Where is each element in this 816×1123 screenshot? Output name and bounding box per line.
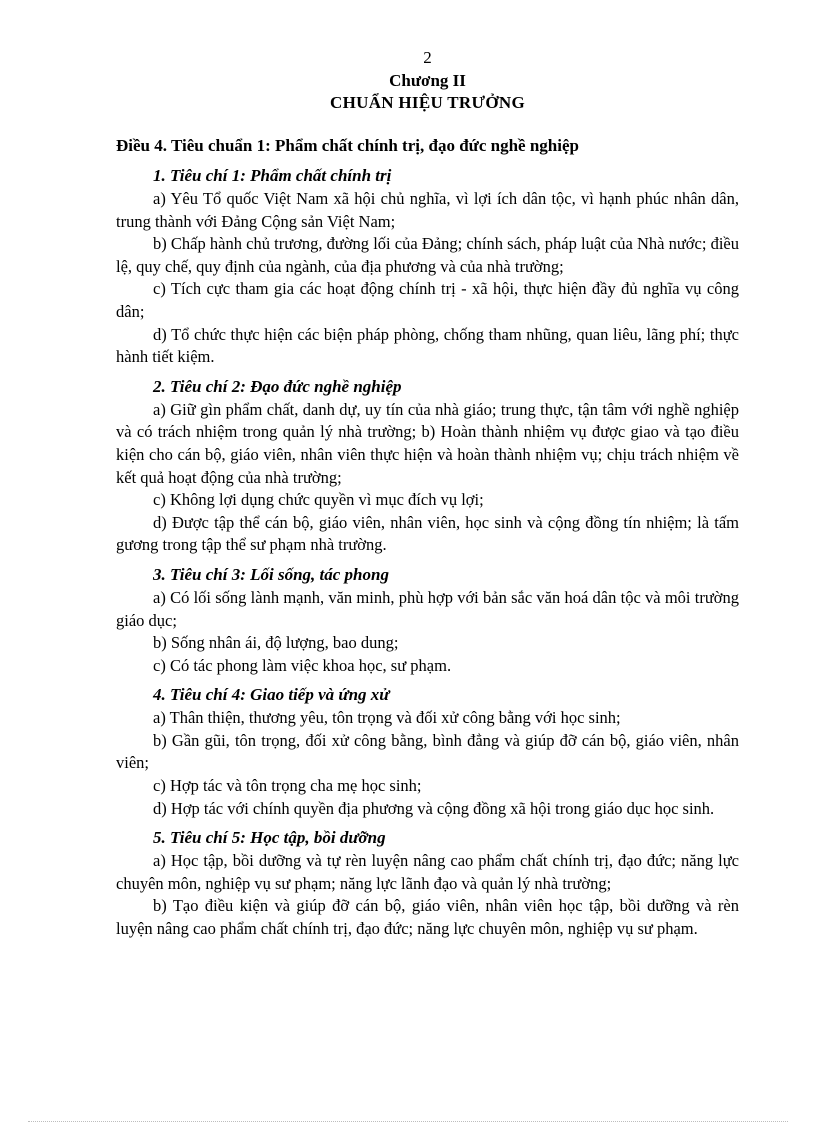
criterion-heading: 5. Tiêu chí 5: Học tập, bồi dưỡng — [153, 828, 386, 848]
criterion-item: c) Có tác phong làm việc khoa học, sư phạm. — [153, 655, 452, 675]
criterion-item: c) Hợp tác và tôn trọng cha mẹ học sinh; — [153, 776, 422, 796]
criterion-item: b) Tạo điều kiện và giúp đỡ cán bộ, giáo viên, nhân viên học tập, bồi dưỡng và rèn luyện nâng cao phẩm chất chính trị, đạo đức; năng lực chuyên môn, nghiệp vụ sư phạm. — [116, 896, 739, 939]
article-heading: Điều 4. Tiêu chuẩn 1: Phẩm chất chính trị, đạo đức nghề nghiệp — [116, 136, 579, 155]
page-number: 2 — [423, 48, 432, 67]
criterion-item: b) Sống nhân ái, độ lượng, bao dung; — [153, 633, 399, 653]
criterion-5 — [116, 826, 739, 940]
criterion-item: d) Tổ chức thực hiện các biện pháp phòng, chống tham nhũng, quan liêu, lãng phí; thực hành tiết kiệm. — [116, 324, 739, 367]
criterion-item: b) Gần gũi, tôn trọng, đối xử công bằng, bình đẳng và giúp đỡ cán bộ, giáo viên, nhân viên; — [116, 730, 739, 773]
criterion-heading: 3. Tiêu chí 3: Lối sống, tác phong — [153, 564, 389, 584]
chapter-label: Chương II — [389, 71, 466, 90]
criterion-4 — [116, 683, 739, 820]
page-bottom-divider — [28, 1121, 788, 1122]
document-page — [116, 46, 739, 941]
criterion-item: c) Tích cực tham gia các hoạt động chính trị - xã hội, thực hiện đầy đủ nghĩa vụ công dân; — [116, 279, 739, 321]
criterion-item: a) Yêu Tổ quốc Việt Nam xã hội chủ nghĩa, vì lợi ích dân tộc, vì hạnh phúc nhân dân, trung thành với Đảng Cộng sản Việt Nam; — [116, 189, 739, 231]
criterion-item: a) Giữ gìn phẩm chất, danh dự, uy tín của nhà giáo; trung thực, tận tâm với nghề nghiệp và có trách nhiệm trong quản lý nhà trường; b) Hoàn thành nhiệm vụ được giao và tạo điều kiện cho cán bộ, giáo viên, nhân viên thực hiện và hoàn thành nhiệm vụ; chịu trách nhiệm về kết quả hoạt động của nhà trường; — [116, 399, 739, 487]
criterion-item: d) Hợp tác với chính quyền địa phương và cộng đồng xã hội trong giáo dục học sinh. — [153, 798, 715, 818]
criterion-1 — [116, 164, 739, 369]
criterion-item: d) Được tập thể cán bộ, giáo viên, nhân viên, học sinh và cộng đồng tín nhiệm; là tấm gương trong tập thể sư phạm nhà trường. — [116, 512, 739, 555]
criterion-item: a) Học tập, bồi dưỡng và tự rèn luyện nâng cao phẩm chất chính trị, đạo đức; năng lực chuyên môn, nghiệp vụ sư phạm; năng lực lãnh đạo và quản lý nhà trường; — [116, 851, 739, 893]
criterion-item: b) Chấp hành chủ trương, đường lối của Đảng; chính sách, pháp luật của Nhà nước; điều lệ, quy chế, quy định của ngành, của địa phương và của nhà trường; — [116, 234, 739, 276]
chapter-title: CHUẨN HIỆU TRƯỞNG — [330, 93, 525, 112]
criterion-heading: 1. Tiêu chí 1: Phẩm chất chính trị — [153, 166, 392, 185]
criterion-item: a) Có lối sống lành mạnh, văn minh, phù hợp với bản sắc văn hoá dân tộc và môi trường giáo dục; — [116, 587, 739, 630]
criterion-item: c) Không lợi dụng chức quyền vì mục đích vụ lợi; — [153, 490, 484, 510]
criterion-heading: 4. Tiêu chí 4: Giao tiếp và ứng xử — [153, 685, 390, 705]
criterion-heading: 2. Tiêu chí 2: Đạo đức nghề nghiệp — [153, 376, 402, 396]
criterion-3 — [116, 563, 739, 677]
criterion-item: a) Thân thiện, thương yêu, tôn trọng và đối xử công bằng với học sinh; — [153, 708, 621, 728]
criterion-2 — [116, 375, 739, 557]
